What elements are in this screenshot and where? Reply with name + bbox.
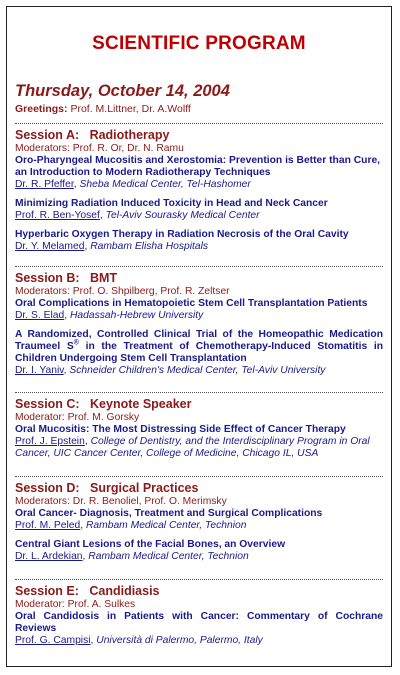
- session-name: Radiotherapy: [89, 128, 170, 142]
- session-label: Session E:: [15, 584, 79, 598]
- talk: [15, 611, 383, 647]
- talk-speaker-line: Dr. S. Elad, Hadassah-Hebrew University: [15, 310, 204, 321]
- talk-title: Oral Complications in Hematopoietic Stem Cell Transplantation Patients: [15, 298, 368, 309]
- talk: [15, 424, 383, 460]
- session-moderators: Moderators: Dr. R. Benoliel, Prof. O. Merimsky: [15, 496, 227, 507]
- session-label: Session A:: [15, 128, 80, 142]
- greetings-text: Prof. M.Littner, Dr. A.Wolff: [70, 103, 191, 115]
- speaker-name[interactable]: Dr. L. Ardekian: [15, 551, 83, 562]
- greetings-label: Greetings:: [15, 103, 68, 115]
- session-name: Candidiasis: [89, 584, 160, 598]
- speaker-name[interactable]: Prof. G. Campisi: [15, 635, 91, 646]
- talk-title: Minimizing Radiation Induced Toxicity in Head and Neck Cancer: [15, 198, 328, 209]
- section-divider: [15, 266, 383, 267]
- talk: [15, 229, 383, 253]
- session-moderators: Moderator: Prof. A. Sulkes: [15, 599, 136, 610]
- speaker-affiliation: Rambam Medical Center, Technion: [88, 551, 249, 562]
- speaker-affiliation: Università di Palermo, Palermo, Italy: [96, 635, 263, 646]
- talk-speaker-line: Prof. M. Peled, Rambam Medical Center, Technion: [15, 520, 247, 531]
- session-heading: [15, 271, 383, 285]
- session-heading: [15, 128, 383, 142]
- speaker-name[interactable]: Dr. Y. Melamed: [15, 241, 85, 252]
- section-divider: [15, 123, 383, 124]
- talk-speaker-line: Dr. L. Ardekian, Rambam Medical Center, Technion: [15, 551, 249, 562]
- talk-title: Hyperbaric Oxygen Therapy in Radiation Necrosis of the Oral Cavity: [15, 229, 349, 240]
- session-moderators: Moderators: Prof. R. Or, Dr. N. Ramu: [15, 143, 184, 154]
- speaker-affiliation: Schneider Children's Medical Center, Tel-Aviv University: [69, 365, 326, 376]
- session-moderators: Moderator: Prof. M. Gorsky: [15, 412, 140, 423]
- speaker-affiliation: College of Dentistry, and the Interdisciplinary Program in Oral Cancer, UIC Cancer Center, College of Medicine, Chicago IL, USA: [15, 436, 370, 459]
- talk-title: Oral Cancer- Diagnosis, Treatment and Surgical Complications: [15, 508, 323, 519]
- session-heading: [15, 481, 383, 495]
- session-a: [15, 128, 383, 253]
- talk: [15, 539, 383, 563]
- speaker-affiliation: Tel-Aviv Sourasky Medical Center: [105, 210, 260, 221]
- speaker-name[interactable]: Dr. R. Pfeffer: [15, 179, 74, 190]
- talk: [15, 329, 383, 377]
- greetings-line: [15, 103, 191, 115]
- session-c: [15, 397, 383, 460]
- session-name: BMT: [90, 271, 118, 285]
- talk-title: [15, 329, 383, 365]
- talk: [15, 298, 383, 322]
- session-b: [15, 271, 383, 377]
- talk-speaker-line: Dr. R. Pfeffer, Sheba Medical Center, Tel-Hashomer: [15, 179, 251, 190]
- speaker-name[interactable]: Prof. M. Peled: [15, 520, 81, 531]
- talk-speaker-line: Dr. I. Yaniv, Schneider Children's Medical Center, Tel-Aviv University: [15, 365, 326, 376]
- session-heading: [15, 584, 383, 598]
- speaker-affiliation: Sheba Medical Center, Tel-Hashomer: [79, 179, 251, 190]
- session-d: [15, 481, 383, 563]
- section-divider: [15, 392, 383, 393]
- section-divider: [15, 476, 383, 477]
- talk-title-part: in the Treatment of Chemotherapy-Induced Stomatitis in Children Undergoing Stem Cell Transplantation: [15, 341, 383, 364]
- session-label: Session D:: [15, 481, 80, 495]
- talk-title: Oral Mucositis: The Most Distressing Side Effect of Cancer Therapy: [15, 424, 346, 435]
- speaker-name[interactable]: Prof. R. Ben-Yosef: [15, 210, 100, 221]
- speaker-name[interactable]: Dr. I. Yaniv: [15, 365, 64, 376]
- speaker-affiliation: Rambam Medical Center, Technion: [85, 520, 247, 531]
- talk-title: Oro-Pharyngeal Mucositis and Xerostomia: Prevention is Better than Cure, an Introduction to Modern Radiotherapy Techniques: [15, 155, 381, 178]
- section-divider: [15, 579, 383, 580]
- registered-mark: ®: [73, 339, 79, 347]
- session-heading: [15, 397, 383, 411]
- program-frame: [6, 6, 392, 667]
- session-e: [15, 584, 383, 647]
- talk-title-part: A Randomized, Controlled Clinical Trial of the Homeopathic Medication Traumeel S: [15, 329, 383, 352]
- talk: [15, 508, 383, 532]
- talk: [15, 155, 383, 191]
- talk-speaker-line: Prof. J. Epstein, College of Dentistry, and the Interdisciplinary Program in Oral Cancer, UIC Cancer Center, College of Medicine, Chicago IL, USA: [15, 436, 370, 459]
- talk-speaker-line: Dr. Y. Melamed, Rambam Elisha Hospitals: [15, 241, 209, 252]
- session-label: Session B:: [15, 271, 80, 285]
- page-title: SCIENTIFIC PROGRAM: [92, 33, 306, 54]
- talk-title: Oral Candidosis in Patients with Cancer: Commentary of Cochrane Reviews: [15, 611, 383, 634]
- speaker-name[interactable]: Prof. J. Epstein: [15, 436, 85, 447]
- talk-speaker-line: Prof. G. Campisi, Università di Palermo, Palermo, Italy: [15, 635, 263, 646]
- session-label: Session C:: [15, 397, 80, 411]
- session-name: Keynote Speaker: [90, 397, 192, 411]
- session-name: Surgical Practices: [90, 481, 199, 495]
- speaker-affiliation: Rambam Elisha Hospitals: [90, 241, 209, 252]
- talk-speaker-line: Prof. R. Ben-Yosef, Tel-Aviv Sourasky Medical Center: [15, 210, 260, 221]
- program-date: Thursday, October 14, 2004: [15, 82, 230, 100]
- speaker-name[interactable]: Dr. S. Elad: [15, 310, 65, 321]
- talk-title: Central Giant Lesions of the Facial Bones, an Overview: [15, 539, 286, 550]
- talk: [15, 198, 383, 222]
- session-moderators: Moderators: Prof. O. Shpilberg, Prof. R. Zeltser: [15, 286, 230, 297]
- speaker-affiliation: Hadassah-Hebrew University: [69, 310, 204, 321]
